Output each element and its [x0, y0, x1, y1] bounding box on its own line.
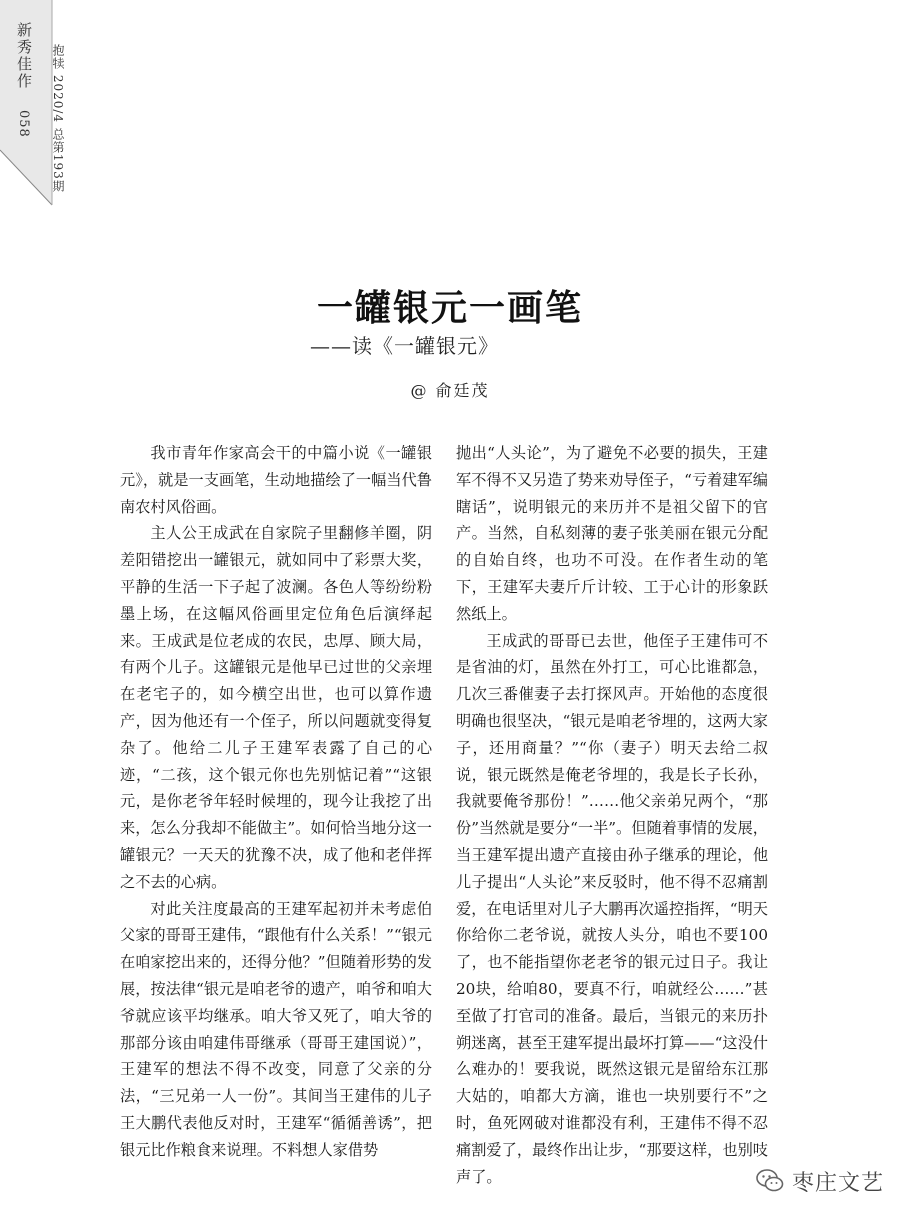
article-author: @ 俞廷茂 [410, 381, 490, 400]
paragraph: 对此关注度最高的王建军起初并未考虑伯父家的哥哥王建伟，“跟他有什么关系！”“银元在咱家挖出来的，还得分他？”但随着形势的发展，按法律“银元是咱老爷的遗产，咱爷和咱大爷就应该平均继承。咱大爷又死了，咱大爷的那部分该由咱建伟哥继承（哥哥王建国说）”，王建军的想法不得不改变，同意了父亲的分法，“三兄弟一人一份”。其间当王建伟的儿子王大鹏代表他反对时，王建军“循循善诱”，把银元比作粮食来说理。不料想人家借势 [120, 899, 432, 1159]
paragraph: 主人公王成武在自家院子里翻修羊圈，阴差阳错挖出一罐银元，就如同中了彩票大奖，平静的生活一下子起了波澜。各色人等纷纷粉墨上场，在这幅风俗画里定位角色后演绎起来。王成武是位老成的农民，忠厚、顾大局，有两个儿子。这罐银元是他早已过世的父亲埋在老宅子的，如今横空出世，也可以算作遗产，因为他还有一个侄子，所以问题就变得复杂了。他给二儿子王建军表露了自己的心迹，“二孩，这个银元你也先别惦记着”“这银元，是你老爷年轻时候埋的，现今让我挖了出来，怎么分我却不能做主”。如何恰当地分这一罐银元？一天天的犹豫不决，成了他和老伴挥之不去的心病。 [120, 524, 432, 891]
issue-info: 抱犊 2020/4 总第193期 [51, 44, 65, 193]
paragraph: 我市青年作家高会干的中篇小说《一罐银元》，就是一支画笔，生动地描绘了一幅当代鲁南农村风俗画。 [120, 444, 432, 516]
right-column [456, 440, 768, 1190]
watermark-text: 枣庄文艺 [792, 1170, 885, 1196]
paragraph: 王成武的哥哥已去世，他侄子王建伟可不是省油的灯，虽然在外打工，可心比谁都急，几次三番催妻子去打探风声。开始他的态度很明确也很坚决，“银元是咱老爷埋的，这两大家子，还用商量？”“你（妻子）明天去给二叔说，银元既然是俺老爷埋的，我是长子长孙，我就要俺爷那份！”……他父亲弟兄两个，“那份”当然就是要分“一半”。但随着事情的发展，当王建军提出遗产直接由孙子继承的理论，他儿子提出“人头论”来反驳时，他不得不忍痛割爱，在电话里对儿子大鹏再次遥控指挥，“明天你给你二老爷说，就按人头分，咱也不要100了，也不能指望你老老爷的银元过日子。我让20块，给咱80，要真不行，咱就经公……”甚至做了打官司的准备。最后，当银元的来历扑朔迷离，甚至王建军提出最坏打算——“这没什么难办的！要我说，既然这银元是留给东江那大姑的，咱都大方滴，谁也一块别要行不”之时，鱼死网破对谁都没有利，王建伟不得不忍痛割爱了，最终作出让步，“那要这样，也别吱声了。 [456, 631, 768, 1186]
left-column [120, 440, 432, 1164]
article-title: 一罐银元一画笔 [316, 287, 583, 329]
wechat-icon [756, 1168, 784, 1194]
section-label: 新秀佳作 [15, 22, 33, 90]
paragraph-continuation: 抛出“人头论”，为了避免不必要的损失，王建军不得不又另造了势来劝导侄子，“亏着建军编瞎话”，说明银元的来历并不是祖父留下的官产。当然，自私刻薄的妻子张美丽在银元分配的自始自终，也功不可没。在作者生动的笔下，王建军夫妻斤斤计较、工于心计的形象跃然纸上。 [456, 444, 768, 623]
page-number: 058 [16, 110, 31, 138]
watermark [756, 1166, 884, 1196]
article-subtitle: ——读《一罐银元》 [310, 334, 499, 358]
